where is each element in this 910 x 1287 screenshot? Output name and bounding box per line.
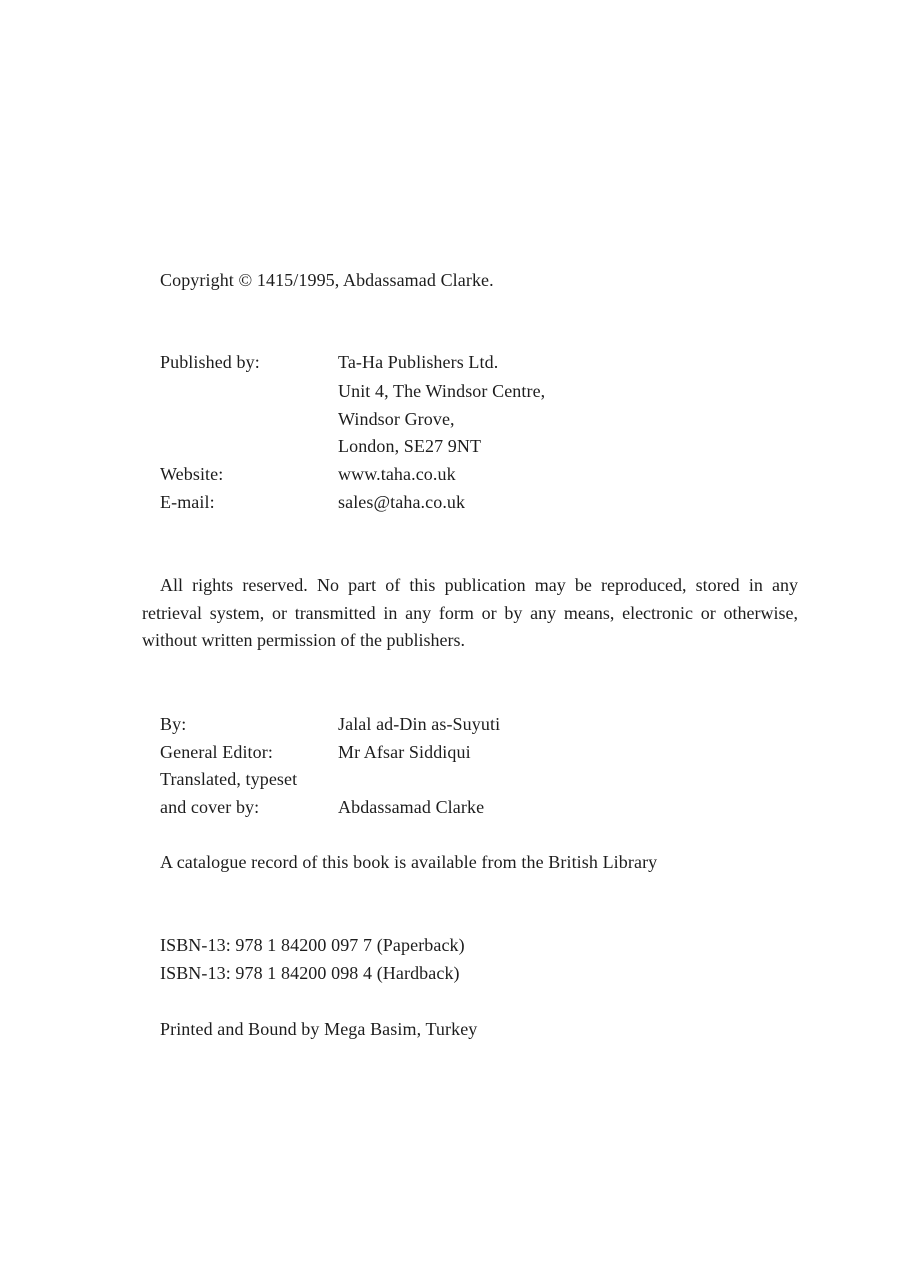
translator-name: Abdassamad Clarke xyxy=(338,797,485,817)
author-name: Jalal ad-Din as-Suyuti xyxy=(338,714,501,734)
published-by-label: Published by: xyxy=(160,352,260,372)
catalogue-note: A catalogue record of this book is available from the British Library xyxy=(160,852,658,872)
isbn-paperback: ISBN-13: 978 1 84200 097 7 (Paperback) xyxy=(160,935,465,955)
email-link[interactable]: sales@taha.co.uk xyxy=(338,492,466,512)
email-label: E-mail: xyxy=(160,492,215,512)
publisher-address-line: Unit 4, The Windsor Centre, xyxy=(338,381,546,401)
website-link[interactable]: www.taha.co.uk xyxy=(338,464,456,484)
publisher-address-line: Windsor Grove, xyxy=(338,409,455,429)
editor-label: General Editor: xyxy=(160,742,273,762)
copyright-line: Copyright © 1415/1995, Abdassamad Clarke. xyxy=(160,270,494,290)
author-label: By: xyxy=(160,714,187,734)
rights-text: All rights reserved. No part of this publication may be reproduced, stored in any retrieval system, or transmitted in any form or by any means, electronic or otherwise, without written permission of the publishers. xyxy=(142,575,798,650)
isbn-hardback: ISBN-13: 978 1 84200 098 4 (Hardback) xyxy=(160,963,460,983)
publisher-address-line: London, SE27 9NT xyxy=(338,436,482,456)
website-label: Website: xyxy=(160,464,224,484)
rights-paragraph xyxy=(142,572,798,655)
editor-name: Mr Afsar Siddiqui xyxy=(338,742,471,762)
printer-line: Printed and Bound by Mega Basim, Turkey xyxy=(160,1019,478,1039)
translator-label-line1: Translated, typeset xyxy=(160,769,298,789)
translator-label-line2: and cover by: xyxy=(160,797,260,817)
publisher-name: Ta-Ha Publishers Ltd. xyxy=(338,352,499,372)
